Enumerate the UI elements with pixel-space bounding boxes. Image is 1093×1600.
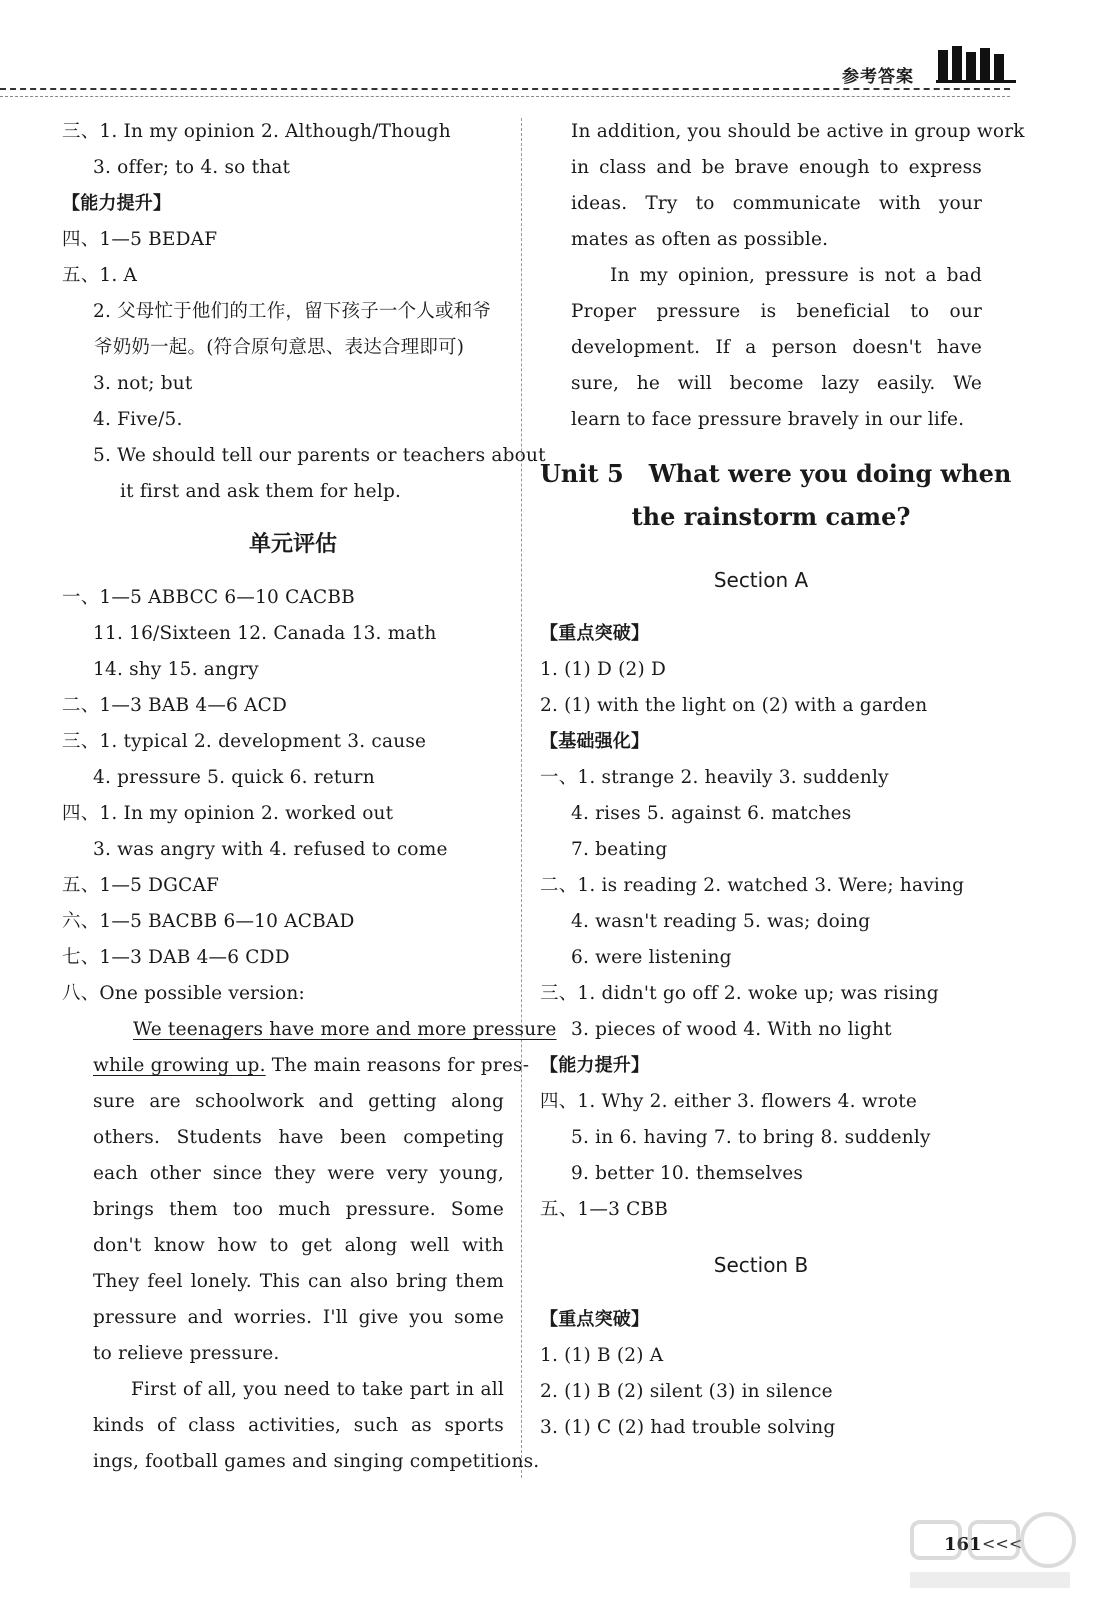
unit-title: Unit 5 What were you doing when: [540, 459, 1012, 488]
subsection-heading: 【重点突破】: [540, 623, 650, 644]
page-arrows: <<<: [982, 1534, 1023, 1553]
essay-line: sure, he will become lazy easily. We: [571, 373, 982, 394]
answer-line: 1. (1) D (2) D: [540, 659, 667, 680]
essay-underlined-text: while growing up.: [93, 1055, 266, 1076]
answer-line: 3. offer; to 4. so that: [93, 157, 291, 178]
answer-line: 四、1. Why 2. either 3. flowers 4. wrote: [540, 1091, 917, 1112]
essay-line: [62, 1048, 530, 1084]
essay-line: others. Students have been competing: [93, 1127, 504, 1148]
answer-line: 6. were listening: [571, 947, 732, 968]
answer-line: 7. beating: [571, 839, 668, 860]
essay-line: In addition, you should be active in group work: [571, 121, 1025, 142]
answer-line: 5. We should tell our parents or teachers about: [93, 445, 546, 466]
subsection-heading: 【重点突破】: [540, 1309, 650, 1330]
essay-line: They feel lonely. This can also bring them: [93, 1271, 504, 1292]
essay-line: each other since they were very young,: [93, 1163, 504, 1184]
answer-line: 3. (1) C (2) had trouble solving: [540, 1417, 836, 1438]
essay-line: development. If a person doesn't have: [571, 337, 982, 358]
answer-line: 六、1—5 BACBB 6—10 ACBAD: [62, 911, 355, 932]
essay-line: ings, football games and singing competitions.: [93, 1451, 540, 1472]
answer-line: 4. rises 5. against 6. matches: [571, 803, 852, 824]
answer-line: 4. pressure 5. quick 6. return: [93, 767, 375, 788]
essay-line: learn to face pressure bravely in our life.: [571, 409, 965, 430]
watermark-logo: [900, 1500, 1080, 1596]
section-title-unit-assessment: 单元评估: [248, 532, 337, 557]
answer-line: 14. shy 15. angry: [93, 659, 259, 680]
essay-line: First of all, you need to take part in all: [131, 1379, 504, 1400]
answer-line: it first and ask them for help.: [120, 481, 402, 502]
answer-line: 3. pieces of wood 4. With no light: [571, 1019, 892, 1040]
essay-line: pressure and worries. I'll give you some: [93, 1307, 504, 1328]
answer-line: 五、1—3 CBB: [540, 1199, 669, 1220]
answer-line: 三、1. typical 2. development 3. cause: [62, 731, 427, 752]
header-label: 参考答案: [842, 67, 914, 87]
answer-line: 爷奶奶一起。(符合原句意思、表达合理即可): [94, 337, 465, 358]
answer-line: 四、1—5 BEDAF: [62, 229, 218, 250]
column-divider: [521, 118, 522, 1478]
answer-line: 一、1. strange 2. heavily 3. suddenly: [540, 767, 889, 788]
answer-line: 5. in 6. having 7. to bring 8. suddenly: [571, 1127, 931, 1148]
answer-line: 二、1. is reading 2. watched 3. Were; having: [540, 875, 965, 896]
answer-line: 3. was angry with 4. refused to come: [93, 839, 448, 860]
essay-line: ideas. Try to communicate with your: [571, 193, 982, 214]
page-number: 161: [944, 1534, 982, 1555]
essay-line: kinds of class activities, such as sports: [93, 1415, 504, 1436]
answer-line: 9. better 10. themselves: [571, 1163, 804, 1184]
answer-line: 三、1. didn't go off 2. woke up; was rising: [540, 983, 939, 1004]
essay-line: Proper pressure is beneficial to our: [571, 301, 982, 322]
answer-line: 五、1—5 DGCAF: [62, 875, 220, 896]
header-rule: [0, 88, 1010, 90]
subsection-heading: 【能力提升】: [62, 193, 172, 214]
answer-line: 4. Five/5.: [93, 409, 183, 430]
essay-line: mates as often as possible.: [571, 229, 829, 250]
section-b-heading: Section B: [713, 1253, 809, 1277]
book-series-logo: [936, 44, 1016, 84]
subsection-heading: 【能力提升】: [540, 1055, 650, 1076]
essay-line: [62, 1012, 557, 1048]
essay-line: in class and be brave enough to express: [571, 157, 982, 178]
header-rule-secondary: [0, 96, 1010, 97]
answer-line: 八、One possible version:: [62, 983, 305, 1004]
essay-line: don't know how to get along well with: [93, 1235, 504, 1256]
right-column: [540, 114, 1025, 1446]
answer-line: 2. (1) with the light on (2) with a garden: [540, 695, 928, 716]
answer-line: 2. (1) B (2) silent (3) in silence: [540, 1381, 833, 1402]
essay-underlined-text: We teenagers have more and more pressure: [133, 1019, 557, 1040]
answer-line: 三、1. In my opinion 2. Although/Though: [62, 121, 451, 142]
essay-text: The main reasons for pres-: [265, 1055, 530, 1076]
answer-line: 3. not; but: [93, 373, 193, 394]
answer-line: 二、1—3 BAB 4—6 ACD: [62, 695, 288, 716]
essay-line: In my opinion, pressure is not a bad: [610, 265, 982, 286]
answer-line: 四、1. In my opinion 2. worked out: [62, 803, 394, 824]
answer-line: 七、1—3 DAB 4—6 CDD: [62, 947, 290, 968]
unit-title: the rainstorm came?: [631, 502, 911, 531]
answer-line: 4. wasn't reading 5. was; doing: [571, 911, 871, 932]
subsection-heading: 【基础强化】: [540, 731, 650, 752]
answer-line: 1. (1) B (2) A: [540, 1345, 664, 1366]
essay-line: to relieve pressure.: [93, 1343, 280, 1364]
answer-line: 2. 父母忙于他们的工作，留下孩子一个人或和爷: [93, 301, 492, 322]
answer-line: 五、1. A: [62, 265, 138, 286]
section-a-heading: Section A: [713, 568, 809, 592]
essay-line: brings them too much pressure. Some: [93, 1199, 504, 1220]
answer-line: 11. 16/Sixteen 12. Canada 13. math: [93, 623, 437, 644]
essay-line: sure are schoolwork and getting along: [93, 1091, 504, 1112]
answer-line: 一、1—5 ABBCC 6—10 CACBB: [62, 587, 355, 608]
left-column: [62, 114, 557, 1480]
